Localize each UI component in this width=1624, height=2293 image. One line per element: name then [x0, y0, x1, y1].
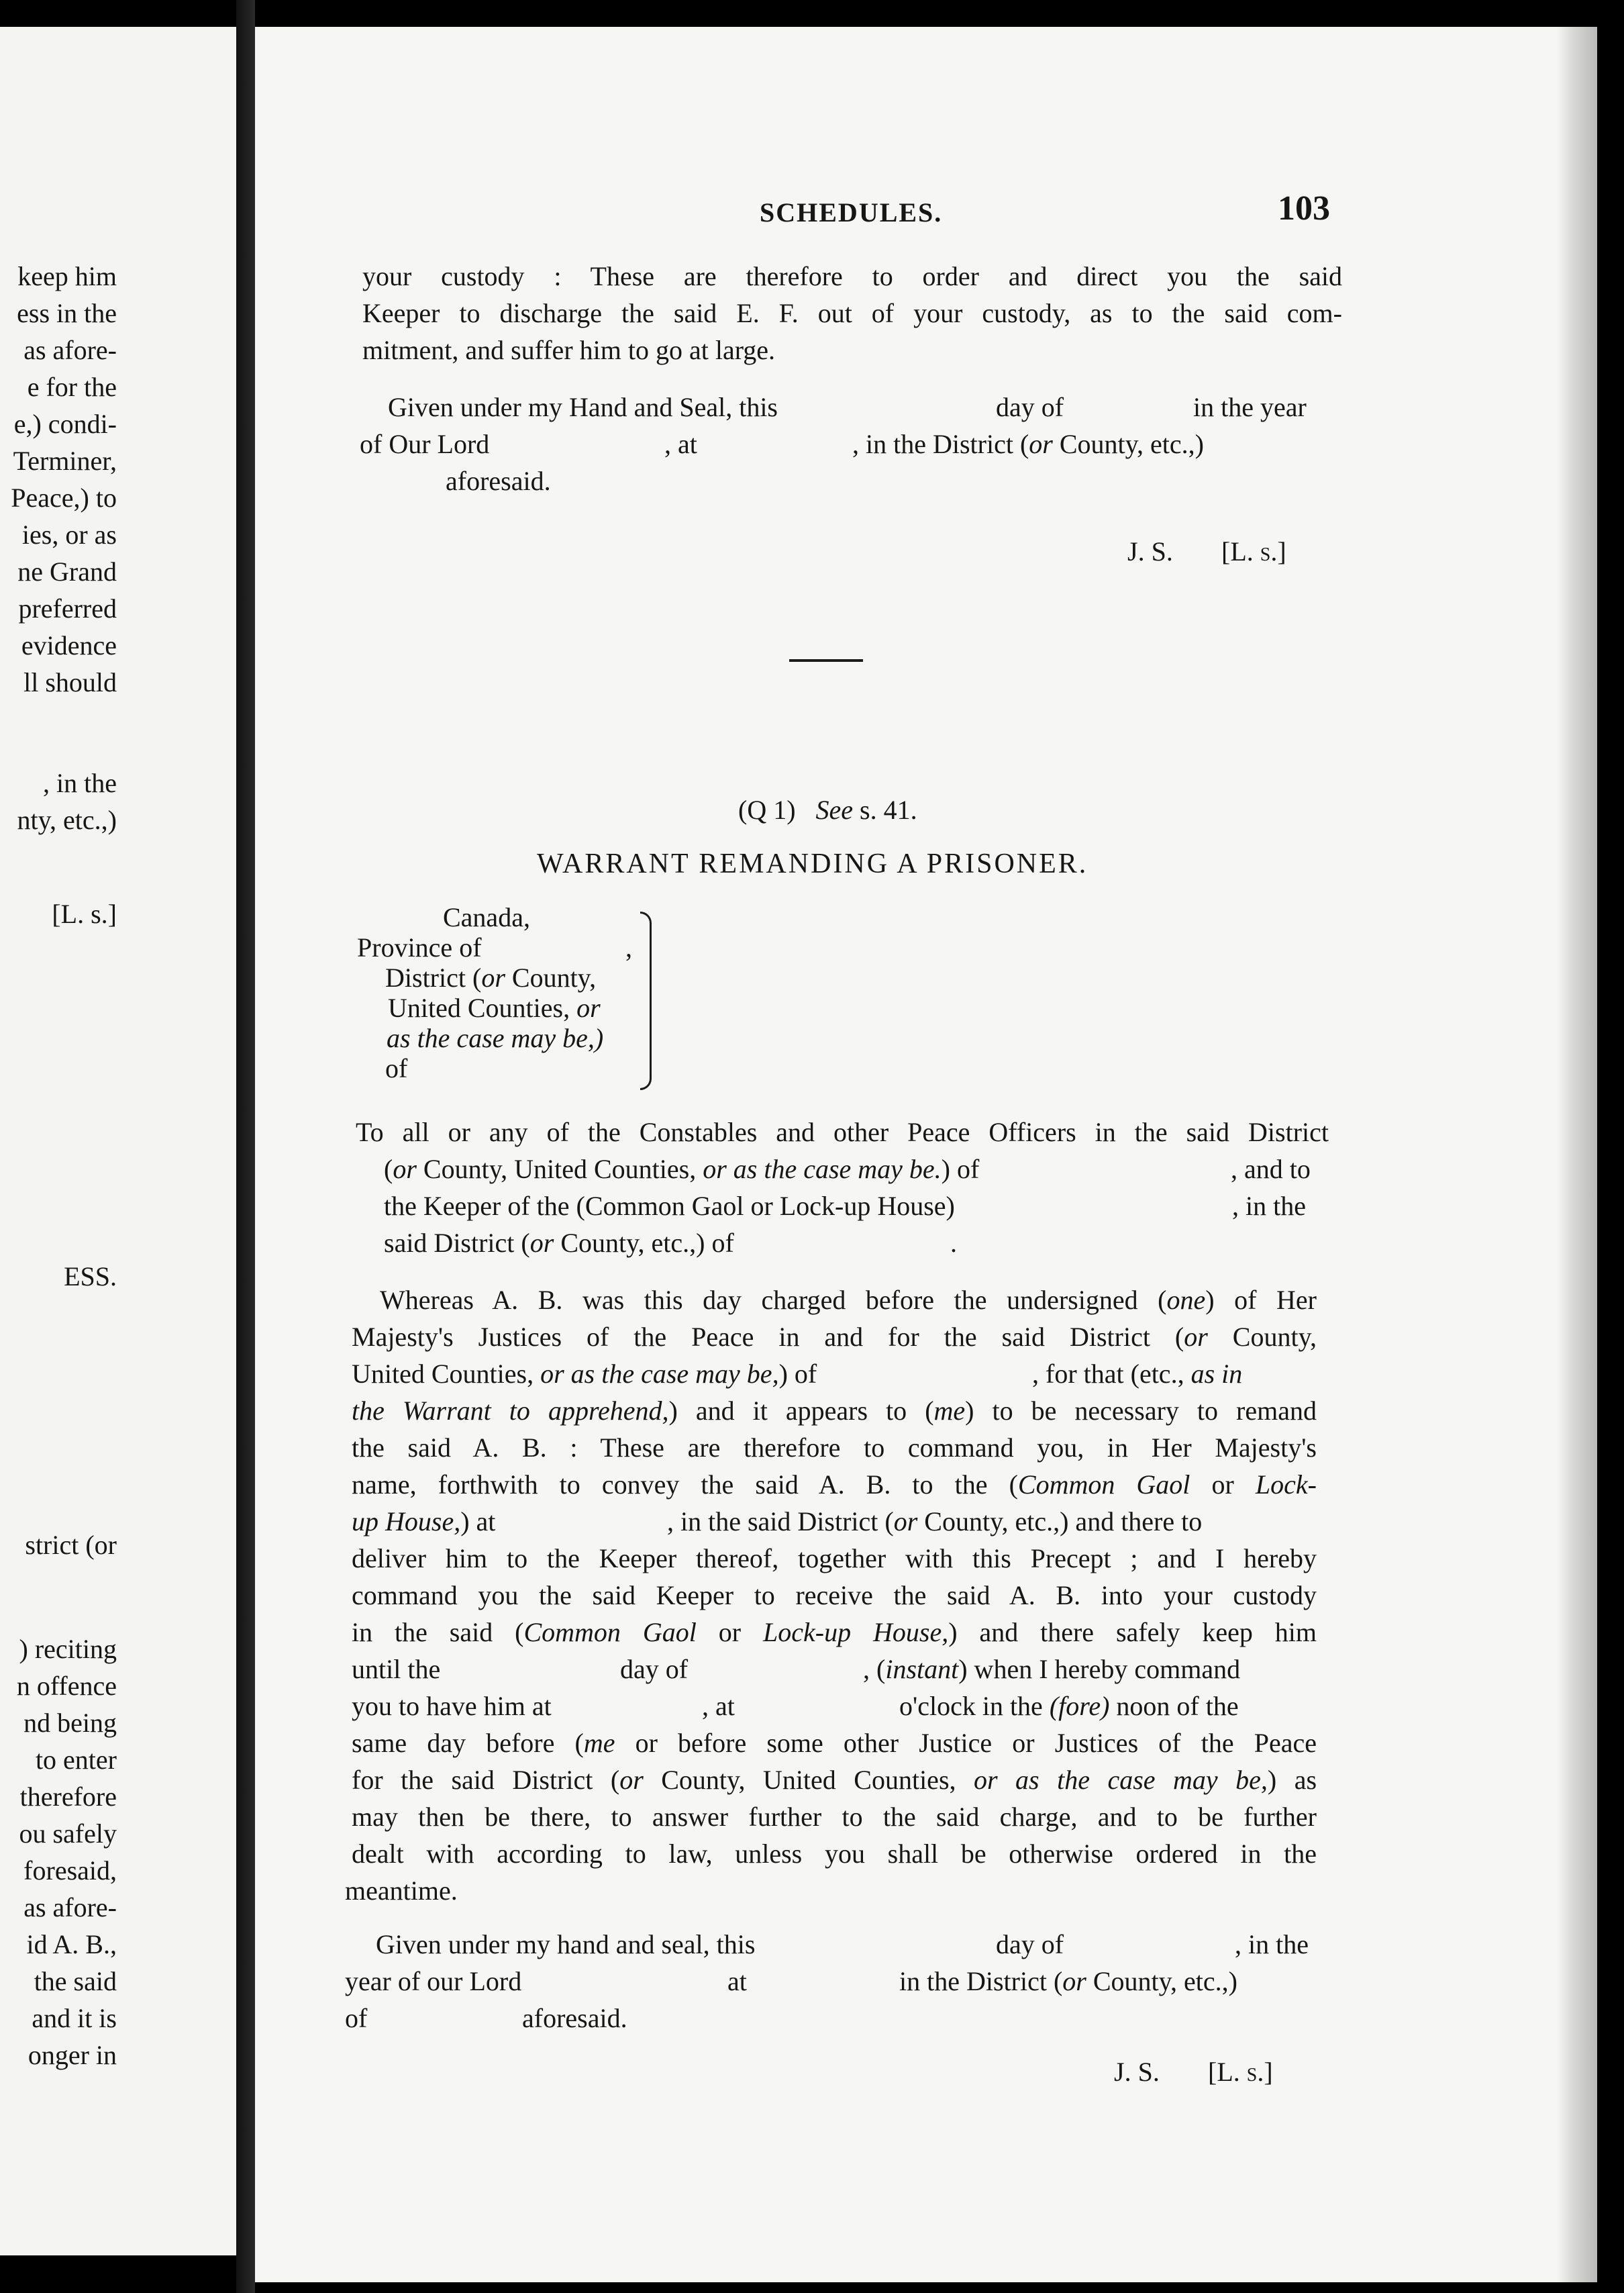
body-line: you to have him at	[352, 1691, 552, 1721]
left-line: ESS.	[64, 1261, 117, 1291]
left-line: ies, or as	[21, 520, 117, 550]
prev-given-text: in the year	[1193, 392, 1307, 422]
venue-line: Province of	[357, 932, 482, 963]
left-line: ) reciting	[19, 1634, 117, 1664]
left-line: e,) condi-	[13, 409, 117, 439]
given-line: year of our Lord	[345, 1966, 522, 1996]
left-line: keep him	[17, 261, 117, 291]
form-title: WARRANT REMANDING A PRISONER.	[537, 848, 1088, 879]
left-line: , in the	[43, 768, 117, 798]
body-line: deliver him to the Keeper thereof, together with this Precept ; and I hereby	[352, 1543, 1317, 1573]
left-line: ll should	[23, 667, 117, 697]
venue-brace	[640, 912, 652, 1090]
prev-given-text: day of	[996, 392, 1064, 422]
venue-line: of	[385, 1053, 408, 1083]
prev-given-text: , at	[664, 429, 697, 459]
given-line: Given under my hand and seal, this	[376, 1929, 756, 1959]
left-line: as afore-	[23, 1892, 117, 1922]
given-line: in the District (or County, etc.,)	[899, 1966, 1237, 1996]
left-line: the said	[34, 1966, 117, 1996]
left-line: as afore-	[23, 335, 117, 365]
body-line: same day before (me or before some other Justice or Justices of the Peace	[352, 1728, 1317, 1758]
given-line: day of	[996, 1929, 1064, 1959]
venue-line: District (or County,	[385, 963, 597, 993]
form-reference: (Q 1) See s. 41.	[738, 795, 917, 825]
left-line: Peace,) to	[11, 483, 117, 513]
venue-line: United Counties, or	[388, 993, 601, 1023]
body-line: , for that (etc., as in	[1032, 1359, 1243, 1389]
address-line: said District (or County, etc.,) of	[384, 1228, 734, 1258]
left-line: n offence	[16, 1671, 117, 1701]
body-line: meantime.	[345, 1875, 458, 1906]
left-line: ess in the	[17, 298, 117, 328]
body-line: may then be there, to answer further to the said charge, and to be further	[352, 1802, 1317, 1832]
prev-form-line: Keeper to discharge the said E. F. out of your custody, as to the said com-	[362, 298, 1342, 328]
signature: J. S.	[1127, 536, 1173, 567]
seal-mark: [L. s.]	[1221, 536, 1286, 567]
left-line: e for the	[27, 372, 117, 402]
running-title: SCHEDULES.	[760, 197, 943, 228]
signature: J. S.	[1114, 2057, 1160, 2087]
body-line: up House,) at	[352, 1506, 496, 1536]
body-line: for the said District (or County, United Counties, or as the case may be,) as	[352, 1765, 1317, 1795]
address-line: , and to	[1231, 1154, 1311, 1184]
left-line: evidence	[21, 630, 117, 661]
address-line: (or County, United Counties, or as the case may be.) of	[384, 1154, 980, 1184]
page-number: 103	[1278, 189, 1330, 228]
left-line: strict (or	[25, 1530, 117, 1560]
left-line: [L. s.]	[52, 899, 117, 929]
given-line: , in the	[1235, 1929, 1309, 1959]
venue-line: as the case may be,)	[387, 1023, 604, 1053]
body-line: name, forthwith to convey the said A. B. to the (Common Gaol or Lock-	[352, 1469, 1317, 1500]
left-line: therefore	[19, 1782, 117, 1812]
left-line: Terminer,	[13, 446, 117, 476]
prev-form-line: mitment, and suffer him to go at large.	[362, 335, 776, 365]
prev-given-text: of Our Lord	[360, 429, 490, 459]
address-line: To all or any of the Constables and other Peace Officers in the said District	[356, 1117, 1329, 1147]
left-line: onger in	[28, 2040, 117, 2070]
right-page	[255, 27, 1597, 2282]
body-line: , (instant) when I hereby command	[863, 1654, 1241, 1684]
body-line: in the said (Common Gaol or Lock-up House,) and there safely keep him	[352, 1617, 1317, 1647]
prev-given-text: , in the District (or County, etc.,)	[852, 429, 1204, 459]
left-line: ou safely	[19, 1818, 117, 1849]
section-rule	[789, 659, 863, 662]
body-line: Majesty's Justices of the Peace in and for the said District (or County,	[352, 1322, 1317, 1352]
book-gutter	[236, 0, 255, 2293]
body-line: until the	[352, 1654, 441, 1684]
body-line: day of	[620, 1654, 689, 1684]
venue-line: Canada,	[443, 902, 530, 932]
given-line: aforesaid.	[522, 2003, 627, 2033]
body-line: , at	[702, 1691, 735, 1721]
venue-line: ,	[625, 932, 632, 963]
left-line: nty, etc.,)	[17, 805, 117, 835]
body-line: command you the said Keeper to receive the said A. B. into your custody	[352, 1580, 1317, 1610]
body-line: dealt with according to law, unless you shall be otherwise ordered in the	[352, 1839, 1317, 1869]
left-facing-page	[0, 27, 236, 2255]
body-line: o'clock in the (fore) noon of the	[899, 1691, 1239, 1721]
left-line: to enter	[35, 1745, 117, 1775]
given-line: of	[345, 2003, 368, 2033]
page-edge-shading	[1557, 27, 1597, 2282]
prev-given-text: Given under my Hand and Seal, this	[388, 392, 778, 422]
prev-given-text: aforesaid.	[446, 466, 551, 496]
left-line: ne Grand	[17, 556, 117, 587]
body-line: United Counties, or as the case may be,) of	[352, 1359, 817, 1389]
address-line: , in the	[1232, 1191, 1306, 1221]
body-line: the said A. B. : These are therefore to command you, in Her Majesty's	[352, 1432, 1317, 1463]
prev-form-line: your custody : These are therefore to order and direct you the said	[362, 261, 1342, 291]
left-line: preferred	[18, 593, 117, 624]
seal-mark: [L. s.]	[1208, 2057, 1273, 2087]
body-line: Whereas A. B. was this day charged before the undersigned (one) of Her	[380, 1285, 1317, 1315]
given-line: at	[727, 1966, 747, 1996]
left-line: id A. B.,	[26, 1929, 117, 1959]
body-line: , in the said District (or County, etc.,) and there to	[667, 1506, 1203, 1536]
address-line: the Keeper of the (Common Gaol or Lock-up House)	[384, 1191, 955, 1221]
address-line: .	[950, 1228, 957, 1258]
left-line: foresaid,	[23, 1855, 117, 1886]
body-line: the Warrant to apprehend,) and it appears to (me) to be necessary to remand	[352, 1396, 1317, 1426]
left-line: nd being	[23, 1708, 117, 1738]
left-line: and it is	[32, 2003, 117, 2033]
